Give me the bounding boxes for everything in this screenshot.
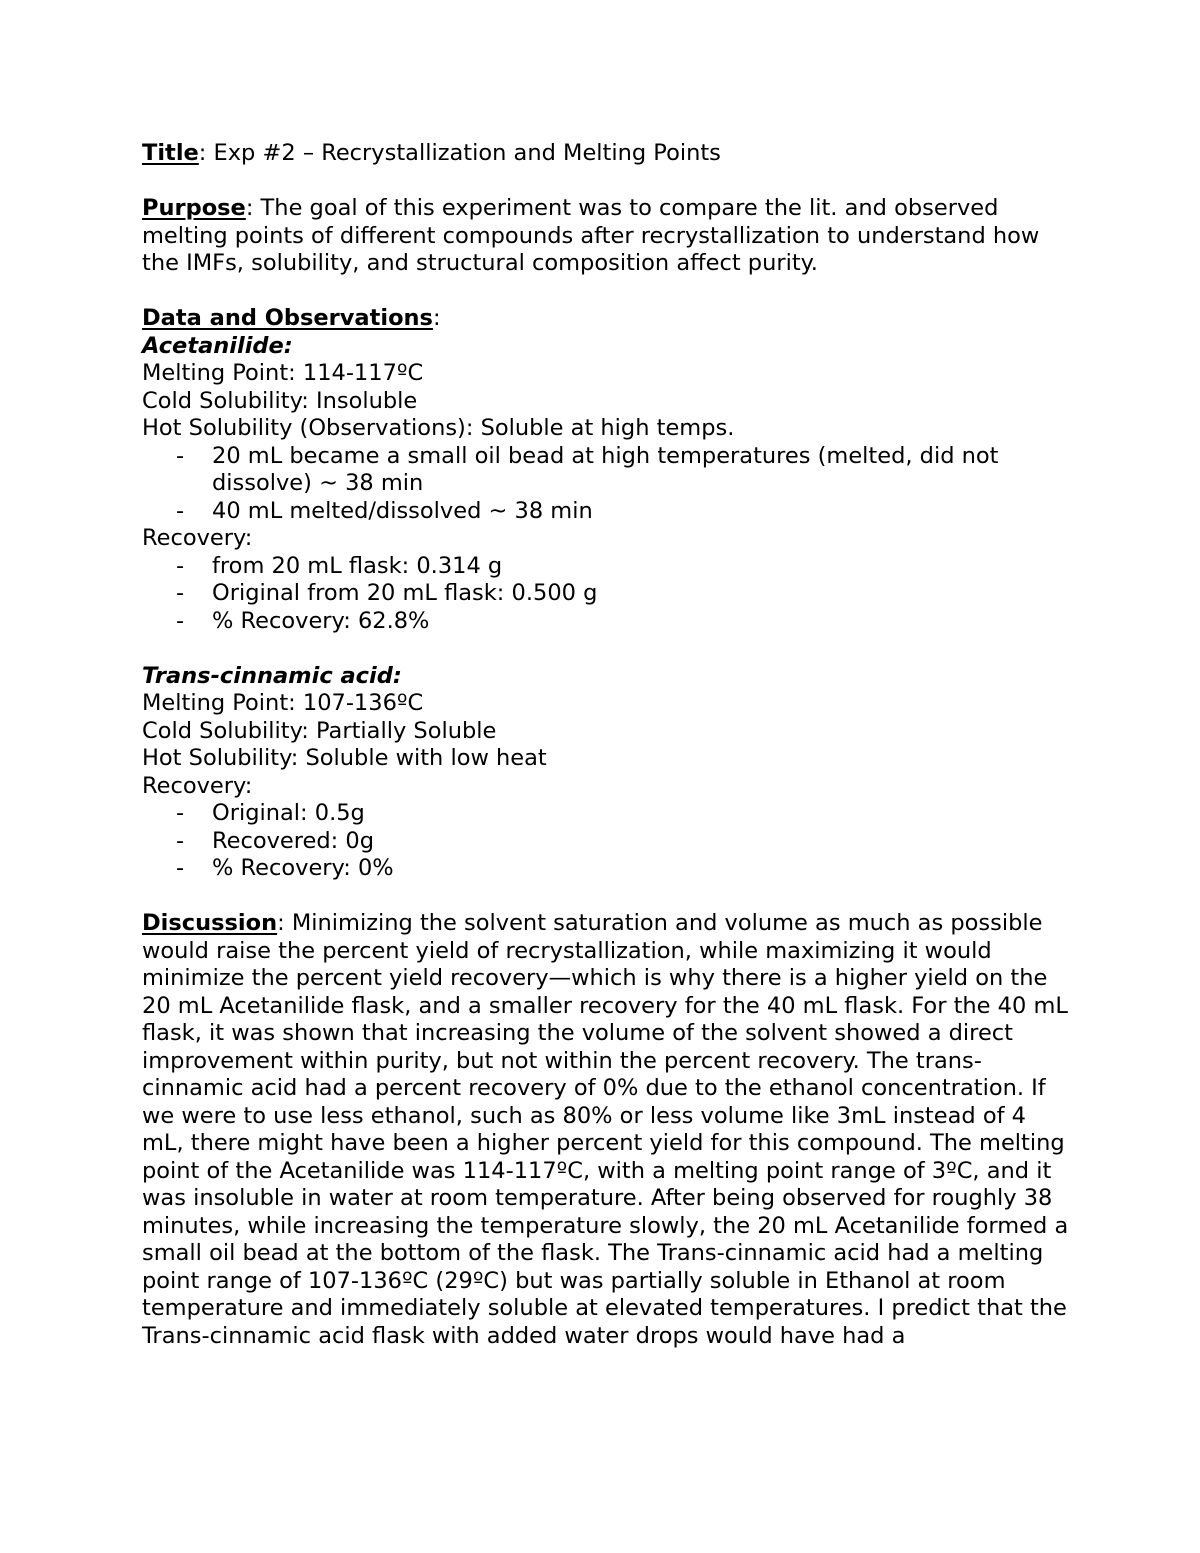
- acetanilide-heading: Acetanilide:: [142, 332, 293, 359]
- bullet-dash: -: [176, 800, 185, 826]
- bullet-dash: -: [176, 607, 185, 634]
- data-heading: Data and Observations: [142, 305, 433, 331]
- data-heading-colon: :: [432, 305, 441, 331]
- spacer: [142, 278, 1072, 306]
- acetanilide-cold-solubility: Cold Solubility: Insoluble: [142, 387, 418, 414]
- cinnamic-heading: Trans-cinnamic acid:: [142, 662, 402, 689]
- list-item: [142, 608, 1072, 636]
- list-item: [142, 498, 1072, 526]
- list-item-text: 20 mL became a small oil bead at high temperatures (melted, did not dissolve) ~ 38 min: [212, 442, 999, 496]
- cinnamic-recovery-label: Recovery:: [142, 772, 253, 799]
- discussion-text: : Minimizing the solvent saturation and volume as much as possible would raise the percent yield of recrystallization, while maximizing it would minimize the percent yield recovery—which is why there is a higher yield on the 20 mL Acetanilide flask, and a smaller recovery for the 40 mL flask. For the 40 mL flask, it was shown that increasing the volume of the solvent showed a direct improvement within purity, but not within the percent recovery. The trans-cinnamic acid had a percent recovery of 0% due to the ethanol concentration. If we were to use less ethanol, such as 80% or less volume like 3mL instead of 4 mL, there might have been a higher percent yield for this compound. The melting point of the Acetanilide was 114-117ºC, with a melting point range of 3ºC, and it was insoluble in water at room temperature. After being observed for roughly 38 minutes, while increasing the temperature slowly, the 20 mL Acetanilide formed a small oil bead at the bottom of the flask. The Trans-cinnamic acid had a melting point range of 107-136ºC (29ºC) but was partially soluble in Ethanol at room temperature and immediately soluble at elevated temperatures. I predict that the Trans-cinnamic acid flask with added water drops would have had a: [142, 910, 1069, 1349]
- bullet-dash: -: [176, 497, 185, 524]
- cinnamic-cold-solubility: Cold Solubility: Partially Soluble: [142, 717, 497, 744]
- data-heading-line: [142, 305, 1072, 333]
- list-item-text: Original from 20 mL flask: 0.500 g: [212, 580, 598, 606]
- document-page: [142, 140, 1072, 1350]
- bullet-dash: -: [176, 827, 185, 854]
- list-item-text: 40 mL melted/dissolved ~ 38 min: [212, 497, 593, 524]
- cinnamic-hot-solubility: Hot Solubility: Soluble with low heat: [142, 745, 547, 771]
- spacer: [142, 635, 1072, 663]
- list-item-text: from 20 mL flask: 0.314 g: [212, 552, 503, 579]
- acetanilide-hot-solubility: Hot Solubility (Observations): Soluble at high temps.: [142, 415, 735, 441]
- list-item: [142, 443, 1072, 498]
- acetanilide-recovery-label: Recovery:: [142, 525, 253, 551]
- list-item: [142, 580, 1072, 608]
- list-item-text: Original: 0.5g: [212, 800, 365, 826]
- discussion-paragraph: [142, 910, 1072, 1350]
- list-item-text: % Recovery: 62.8%: [212, 607, 430, 634]
- bullet-dash: -: [176, 442, 185, 469]
- list-item: [142, 828, 1072, 856]
- spacer: [142, 883, 1072, 911]
- purpose-paragraph: [142, 195, 1072, 278]
- title-line: [142, 140, 1072, 168]
- spacer: [142, 168, 1072, 196]
- title-label: Title: [142, 140, 199, 166]
- bullet-dash: -: [176, 552, 185, 579]
- list-item: [142, 553, 1072, 581]
- purpose-text: : The goal of this experiment was to compare the lit. and observed melting points of different compounds after recrystallization to understand how the IMFs, solubility, and structural composition affect purity.: [142, 195, 1040, 276]
- list-item-text: Recovered: 0g: [212, 827, 374, 854]
- discussion-label: Discussion: [142, 910, 278, 936]
- cinnamic-melting-point: Melting Point: 107-136ºC: [142, 690, 424, 716]
- bullet-dash: -: [176, 580, 185, 606]
- list-item-text: % Recovery: 0%: [212, 855, 394, 881]
- bullet-dash: -: [176, 855, 185, 881]
- acetanilide-melting-point: Melting Point: 114-117ºC: [142, 360, 424, 386]
- purpose-label: Purpose: [142, 195, 246, 221]
- title-text: : Exp #2 – Recrystallization and Melting Points: [198, 140, 721, 166]
- list-item: [142, 800, 1072, 828]
- list-item: [142, 855, 1072, 883]
